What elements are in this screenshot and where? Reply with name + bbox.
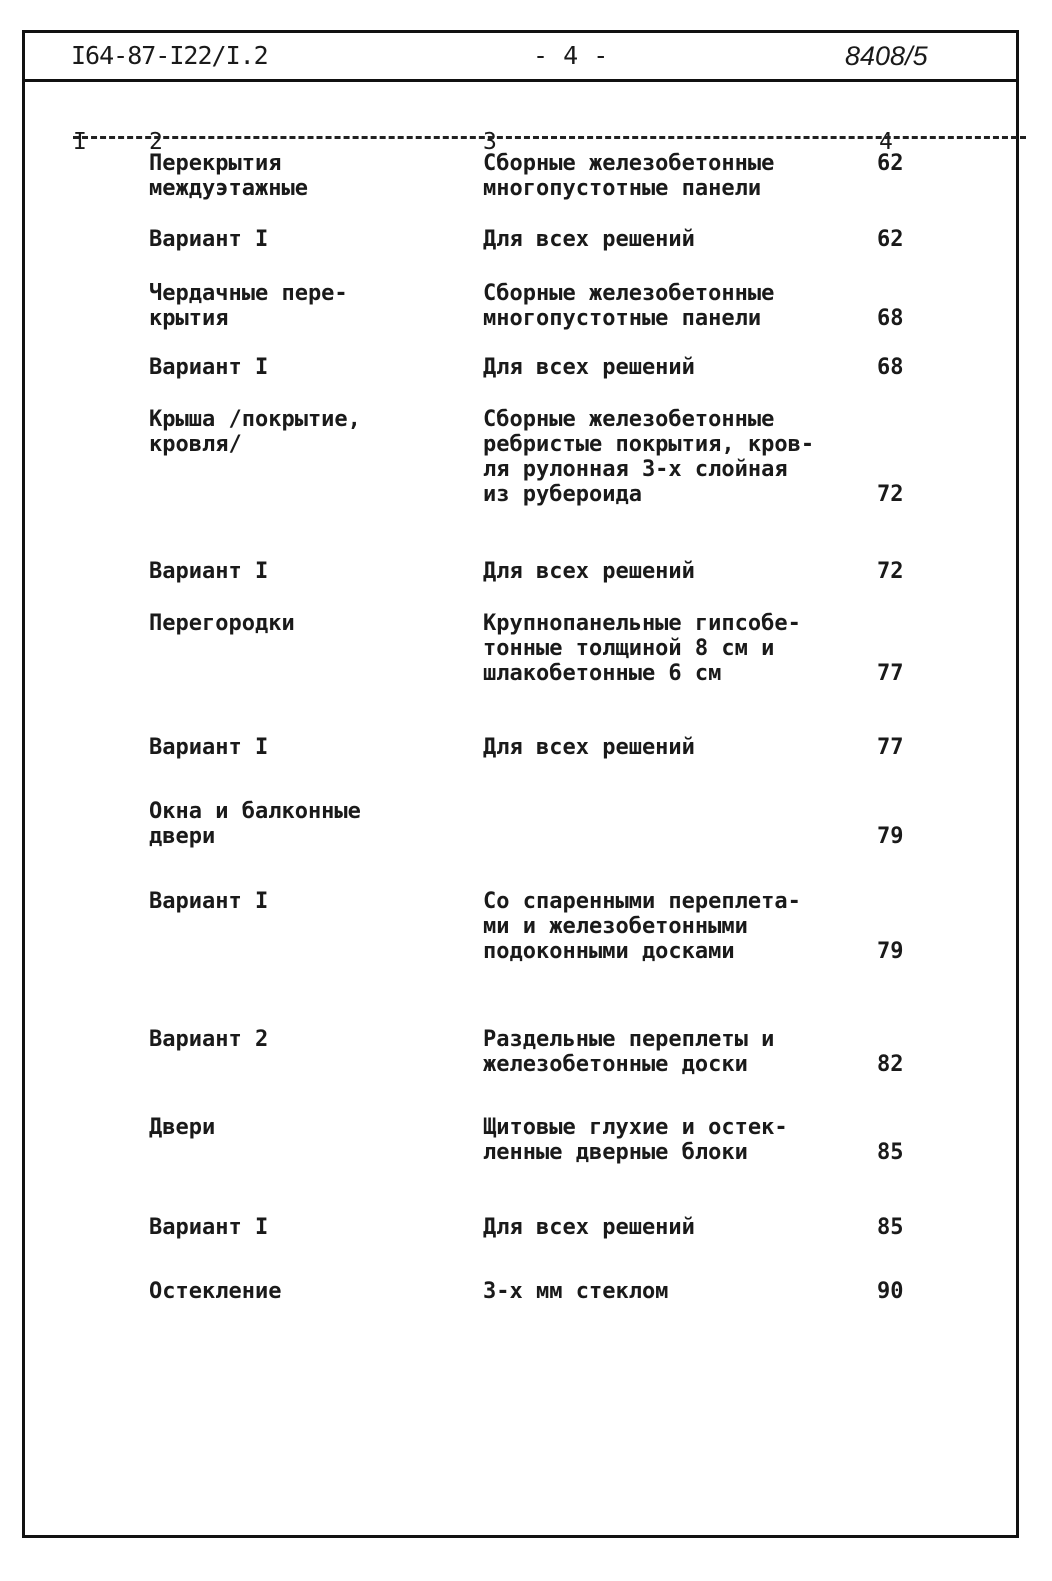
element-name: Вариант I [149, 559, 269, 584]
element-description: Со спаренными переплета- ми и железобетонными подоконными досками [483, 889, 801, 964]
page-number: - 4 - [533, 41, 609, 70]
table-row [25, 799, 1016, 849]
element-description: Крупнопанельные гипсобе- тонные толщиной 8 см и шлакобетонные 6 см [483, 611, 801, 686]
table-row [25, 1215, 1016, 1240]
page-frame [22, 30, 1019, 1538]
table-row [25, 281, 1016, 331]
element-name: Вариант 2 [149, 1027, 269, 1052]
table-row [25, 889, 1016, 964]
page-reference: 77 [877, 661, 904, 686]
element-description: Для всех решений [483, 227, 695, 252]
element-description: Сборные железобетонные многопустотные панели [483, 151, 775, 201]
column-4-header: 4 [879, 129, 893, 155]
page-reference: 90 [877, 1279, 904, 1304]
page-reference: 72 [877, 559, 904, 584]
column-2-header: 2 [149, 129, 163, 155]
element-description: Раздельные переплеты и железобетонные доски [483, 1027, 775, 1077]
element-description: Сборные железобетонные многопустотные панели [483, 281, 775, 331]
element-name: Вариант I [149, 355, 269, 380]
table-row [25, 611, 1016, 686]
element-description: Для всех решений [483, 1215, 695, 1240]
page-reference: 77 [877, 735, 904, 760]
table-row [25, 559, 1016, 584]
element-name: Вариант I [149, 227, 269, 252]
table-row [25, 407, 1016, 507]
element-description: Для всех решений [483, 355, 695, 380]
element-name: Перегородки [149, 611, 295, 636]
document-code: I64-87-I22/I.2 [71, 41, 268, 70]
element-name: Вариант I [149, 1215, 269, 1240]
inventory-number: 8408/5 [845, 41, 928, 71]
page-reference: 62 [877, 227, 904, 252]
element-name: Остекление [149, 1279, 282, 1304]
element-name: Чердачные пере- крытия [149, 281, 348, 331]
element-description: Для всех решений [483, 559, 695, 584]
element-name: Вариант I [149, 735, 269, 760]
element-name: Вариант I [149, 889, 269, 914]
element-description: Щитовые глухие и остек- ленные дверные блоки [483, 1115, 788, 1165]
table-row [25, 1115, 1016, 1165]
table-row [25, 355, 1016, 380]
table-row [25, 227, 1016, 252]
element-name: Окна и балконные двери [149, 799, 361, 849]
column-divider [73, 136, 1026, 139]
table-row [25, 1027, 1016, 1077]
element-name: Двери [149, 1115, 216, 1140]
page-header [25, 33, 1016, 82]
element-name: Перекрытия междуэтажные [149, 151, 308, 201]
element-description: 3-х мм стеклом [483, 1279, 669, 1304]
column-3-header: 3 [483, 129, 497, 155]
table-row [25, 735, 1016, 760]
table-row [25, 151, 1016, 201]
column-1-header: I [73, 129, 87, 155]
page-reference: 72 [877, 482, 904, 507]
page-reference: 68 [877, 306, 904, 331]
page-reference: 79 [877, 939, 904, 964]
page-reference: 68 [877, 355, 904, 380]
page-reference: 85 [877, 1215, 904, 1240]
element-name: Крыша /покрытие, кровля/ [149, 407, 361, 457]
table-row [25, 1279, 1016, 1304]
element-description: Для всех решений [483, 735, 695, 760]
element-description: Сборные железобетонные ребристые покрытия, кров- ля рулонная 3-х слойная из рубероида [483, 407, 815, 507]
page-reference: 79 [877, 824, 904, 849]
page-reference: 82 [877, 1052, 904, 1077]
element-description [483, 799, 883, 849]
page-reference: 62 [877, 151, 904, 176]
page-reference: 85 [877, 1140, 904, 1165]
